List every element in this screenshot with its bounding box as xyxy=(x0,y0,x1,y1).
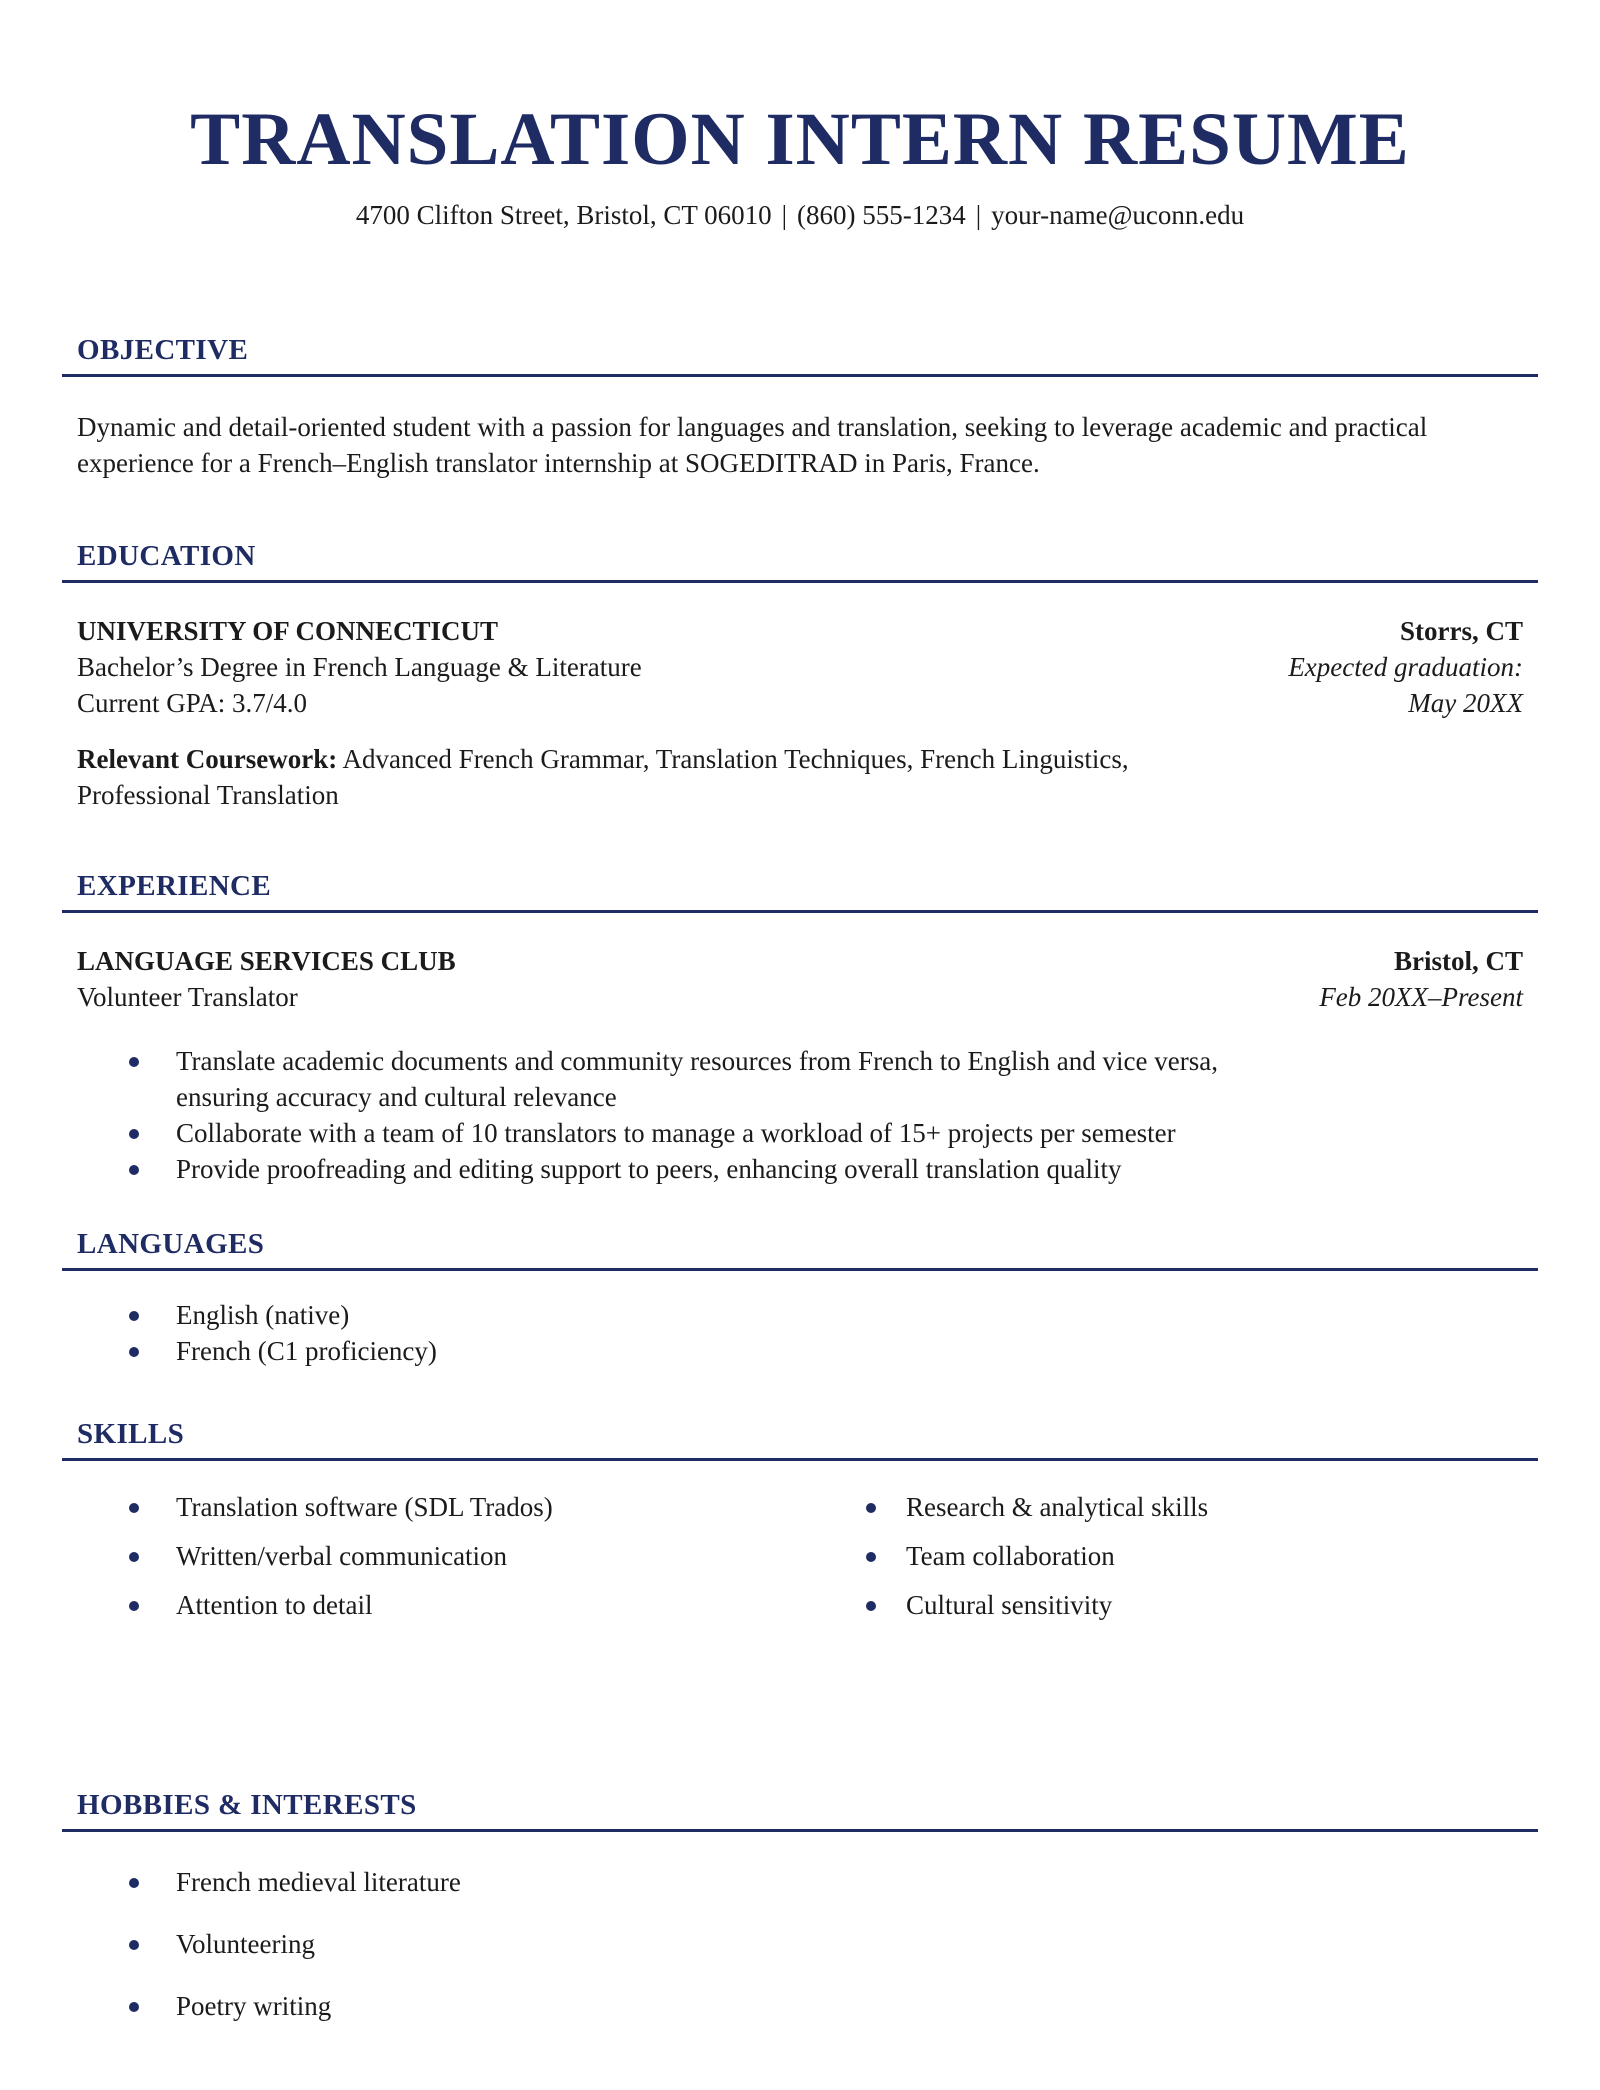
section-languages xyxy=(62,1227,1538,1369)
languages-list xyxy=(77,1297,1523,1369)
skills-column-left xyxy=(77,1489,866,1636)
section-divider xyxy=(62,869,1538,913)
coursework-label: Relevant Coursework: xyxy=(77,744,338,774)
section-divider xyxy=(62,1788,1538,1832)
section-hobbies xyxy=(62,1788,1538,2024)
skills-column-right xyxy=(866,1489,1523,1636)
skill-item: Team collaboration xyxy=(866,1538,1523,1574)
skill-item: Cultural sensitivity xyxy=(866,1587,1523,1623)
experience-bullet-list xyxy=(77,1043,1523,1187)
organization-location: Bristol, CT xyxy=(1393,946,1523,976)
contact-email: your-name@uconn.edu xyxy=(991,200,1245,230)
organization-name: LANGUAGE SERVICES CLUB xyxy=(77,946,456,976)
coursework-text: Advanced French Grammar, Translation Techniques, French Linguistics, Professional Translation xyxy=(77,744,1129,810)
skill-item: Research & analytical skills xyxy=(866,1489,1523,1525)
objective-heading: OBJECTIVE xyxy=(77,334,249,366)
school-location: Storrs, CT xyxy=(1400,616,1523,646)
school-name: UNIVERSITY OF CONNECTICUT xyxy=(77,616,499,646)
skill-item: Translation software (SDL Trados) xyxy=(77,1489,866,1525)
skill-item: Attention to detail xyxy=(77,1587,866,1623)
employment-dates: Feb 20XX–Present xyxy=(1319,982,1523,1012)
section-divider xyxy=(62,333,1538,377)
experience-bullet: Collaborate with a team of 10 translators to manage a workload of 15+ projects per semester xyxy=(77,1115,1277,1151)
hobby-item: French medieval literature xyxy=(77,1864,1523,1900)
section-education xyxy=(62,539,1538,813)
section-experience xyxy=(62,869,1538,1187)
hobbies-heading: HOBBIES & INTERESTS xyxy=(77,1789,417,1821)
hobby-item: Volunteering xyxy=(77,1926,1523,1962)
degree: Bachelor’s Degree in French Language & Literature xyxy=(77,652,642,682)
section-divider xyxy=(62,539,1538,583)
skill-item: Written/verbal communication xyxy=(77,1538,866,1574)
skills-grid xyxy=(77,1489,1523,1636)
role-title: Volunteer Translator xyxy=(77,982,298,1012)
section-divider xyxy=(62,1227,1538,1271)
section-divider xyxy=(62,1417,1538,1461)
contact-line xyxy=(62,197,1538,233)
objective-text: Dynamic and detail-oriented student with a passion for languages and translation, seeking to leverage academic and practical experience for a French–English translator internship at SOGEDITRAD in Paris, France. xyxy=(77,412,1428,478)
hobbies-list xyxy=(77,1864,1523,2024)
resume-title: TRANSLATION INTERN RESUME xyxy=(190,98,1410,181)
graduation-label: Expected graduation: xyxy=(1288,652,1523,682)
experience-heading: EXPERIENCE xyxy=(77,870,272,902)
experience-bullet: Translate academic documents and community resources from French to English and vice versa, ensuring accuracy and cultural relevance xyxy=(77,1043,1277,1115)
skills-heading: SKILLS xyxy=(77,1418,185,1450)
contact-separator: | xyxy=(781,200,788,230)
gpa: Current GPA: 3.7/4.0 xyxy=(77,688,308,718)
contact-separator: | xyxy=(975,200,982,230)
education-entry xyxy=(77,613,1523,813)
coursework-line xyxy=(77,741,1137,813)
section-skills xyxy=(62,1417,1538,1636)
languages-heading: LANGUAGES xyxy=(77,1228,265,1260)
contact-address: 4700 Clifton Street, Bristol, CT 06010 xyxy=(355,200,772,230)
section-objective xyxy=(62,333,1538,481)
experience-bullet: Provide proofreading and editing support to peers, enhancing overall translation quality xyxy=(77,1151,1277,1187)
experience-entry xyxy=(77,943,1523,1187)
contact-phone: (860) 555-1234 xyxy=(797,200,966,230)
language-item: French (C1 proficiency) xyxy=(77,1333,1523,1369)
graduation-date: May 20XX xyxy=(1408,688,1523,718)
education-heading: EDUCATION xyxy=(77,540,256,572)
hobby-item: Poetry writing xyxy=(77,1988,1523,2024)
language-item: English (native) xyxy=(77,1297,1523,1333)
